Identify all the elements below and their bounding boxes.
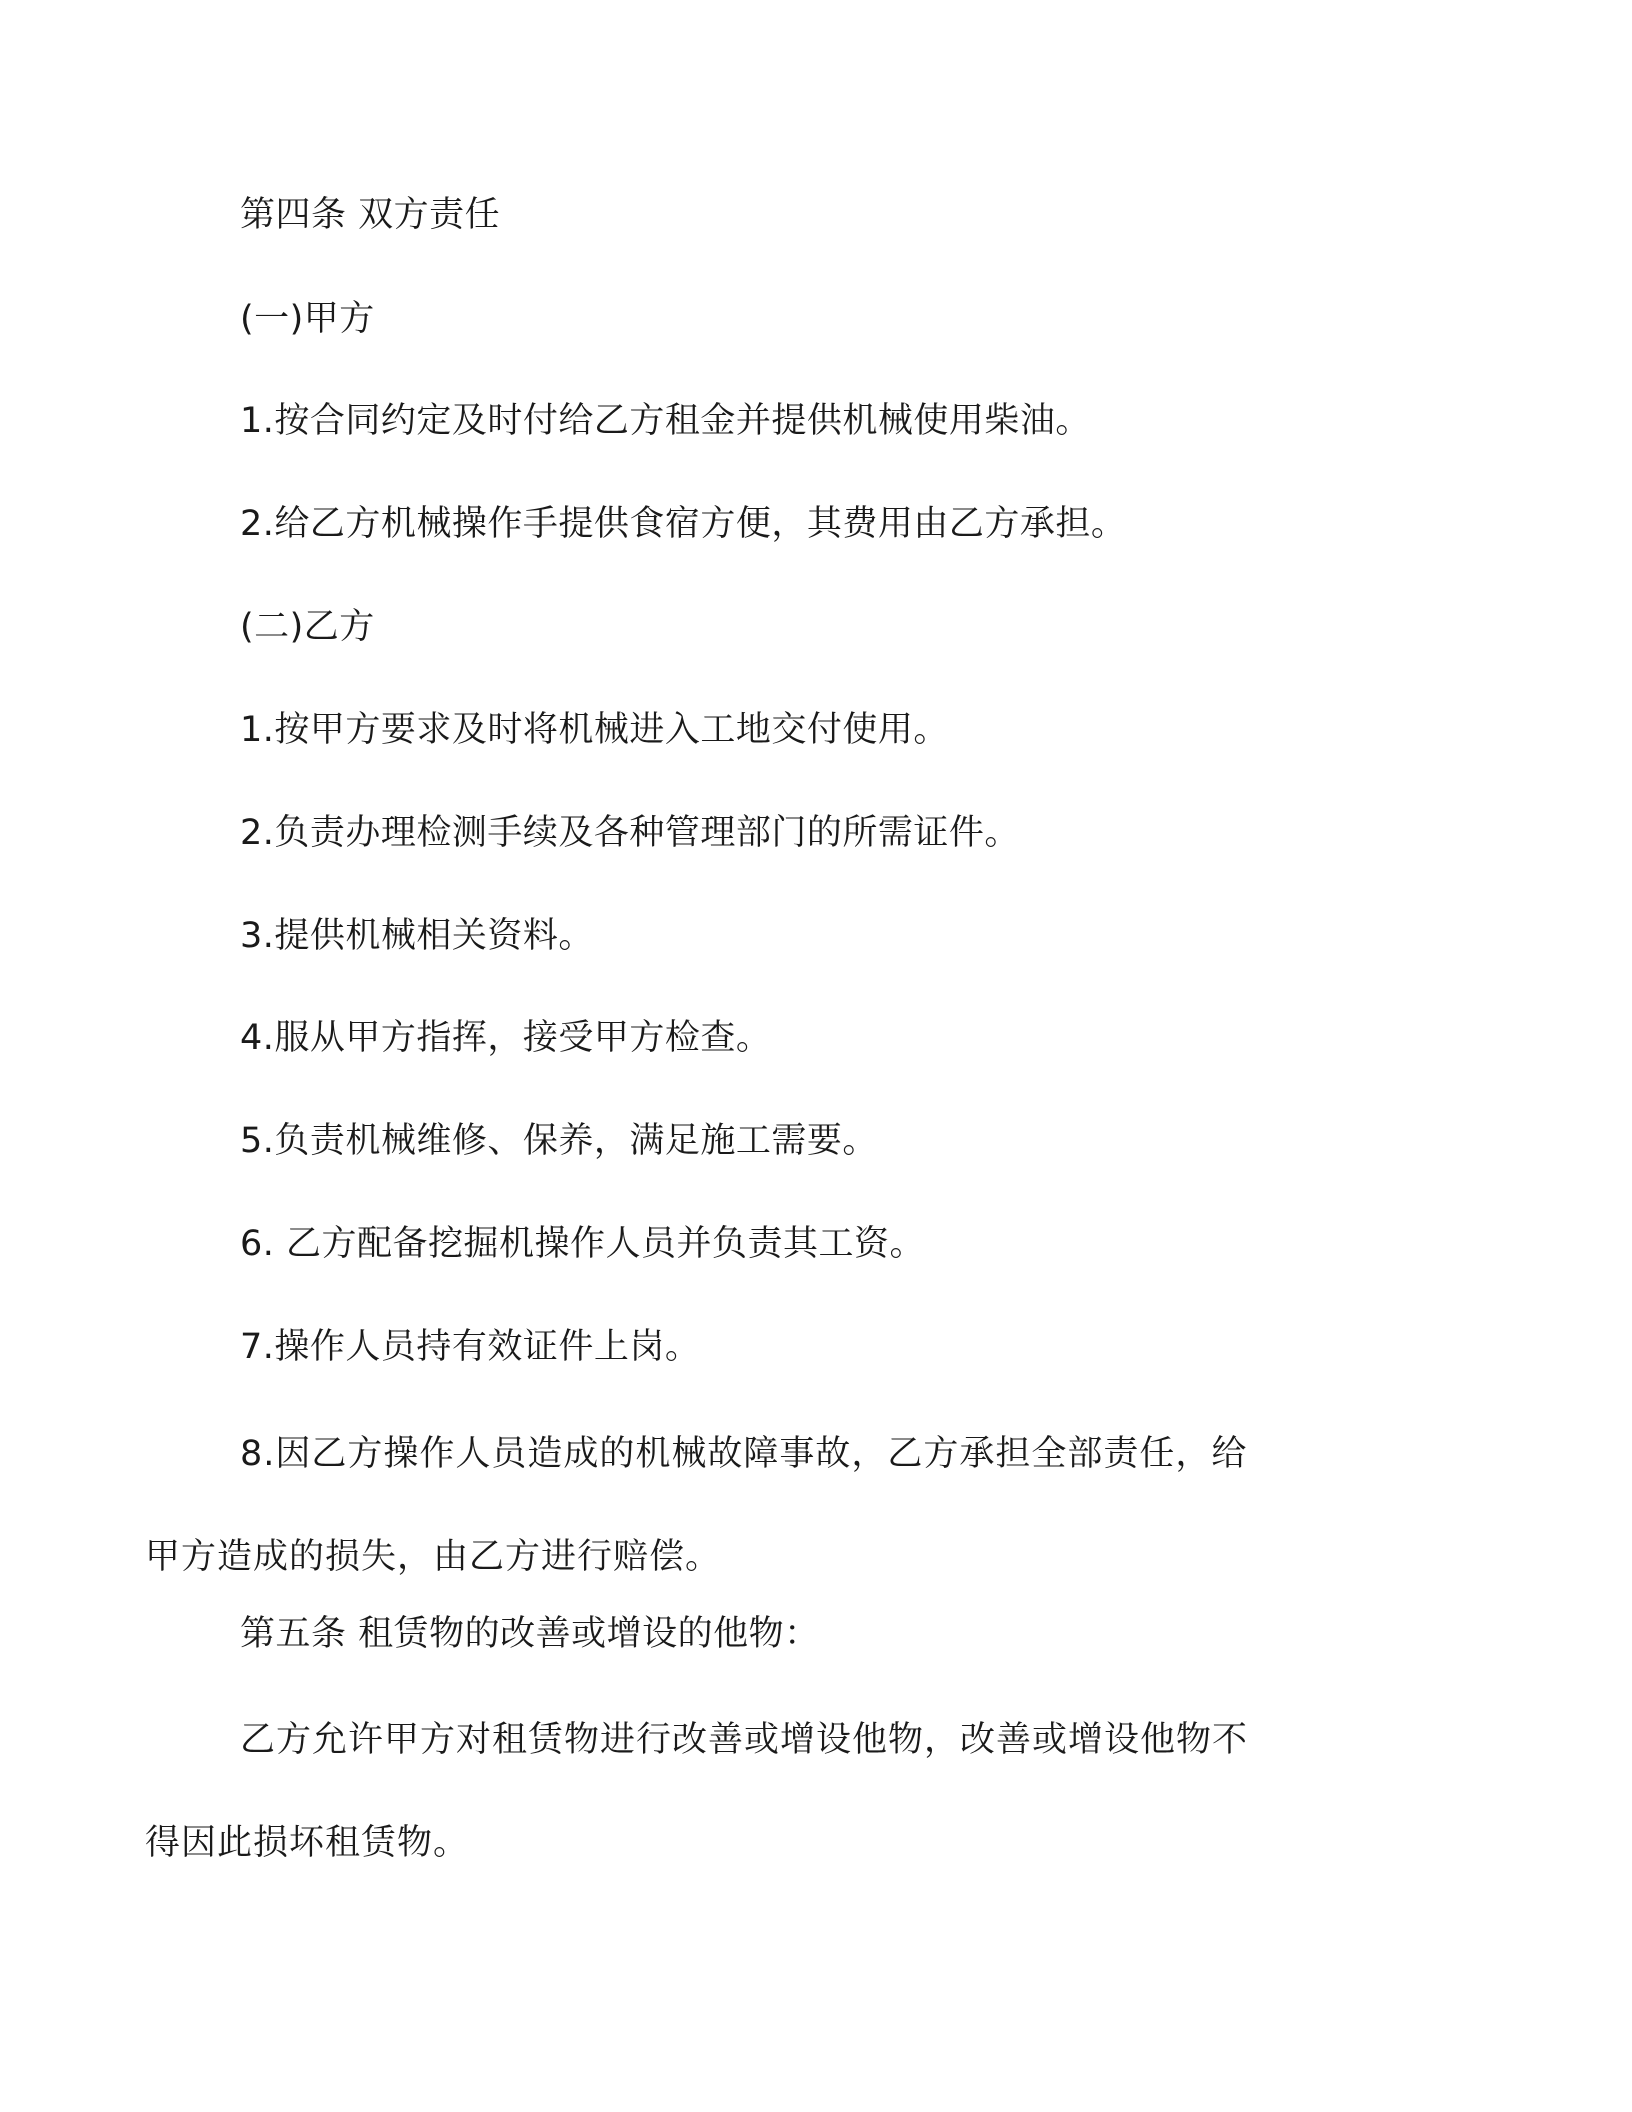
party-b-item-5: 5.负责机械维修、保养，满足施工需要。 xyxy=(240,1121,878,1161)
party-a-heading: (一)甲方 xyxy=(240,299,375,339)
article-5-body: 乙方允许甲方对租赁物进行改善或增设他物，改善或增设他物不得因此损坏租赁物。 xyxy=(145,1720,1249,1863)
article-5-heading: 第五条 租赁物的改善或增设的他物： xyxy=(240,1614,820,1654)
party-b-item-2: 2.负责办理检测手续及各种管理部门的所需证件。 xyxy=(240,813,1020,853)
party-b-item-1: 1.按甲方要求及时将机械进入工地交付使用。 xyxy=(240,710,949,750)
article-4-heading: 第四条 双方责任 xyxy=(240,195,501,235)
party-b-heading: (二)乙方 xyxy=(240,607,375,647)
party-a-item-2: 2.给乙方机械操作手提供食宿方便，其费用由乙方承担。 xyxy=(240,504,1127,544)
party-b-item-4: 4.服从甲方指挥，接受甲方检查。 xyxy=(240,1018,772,1058)
party-b-item-7: 7.操作人员持有效证件上岗。 xyxy=(240,1327,701,1367)
party-b-item-6: 6. 乙方配备挖掘机操作人员并负责其工资。 xyxy=(240,1224,926,1264)
party-b-item-3: 3.提供机械相关资料。 xyxy=(240,916,594,956)
party-a-item-1: 1.按合同约定及时付给乙方租金并提供机械使用柴油。 xyxy=(240,401,1091,441)
party-b-item-8: 8.因乙方操作人员造成的机械故障事故，乙方承担全部责任，给甲方造成的损失，由乙方进行赔偿。 xyxy=(145,1434,1248,1577)
